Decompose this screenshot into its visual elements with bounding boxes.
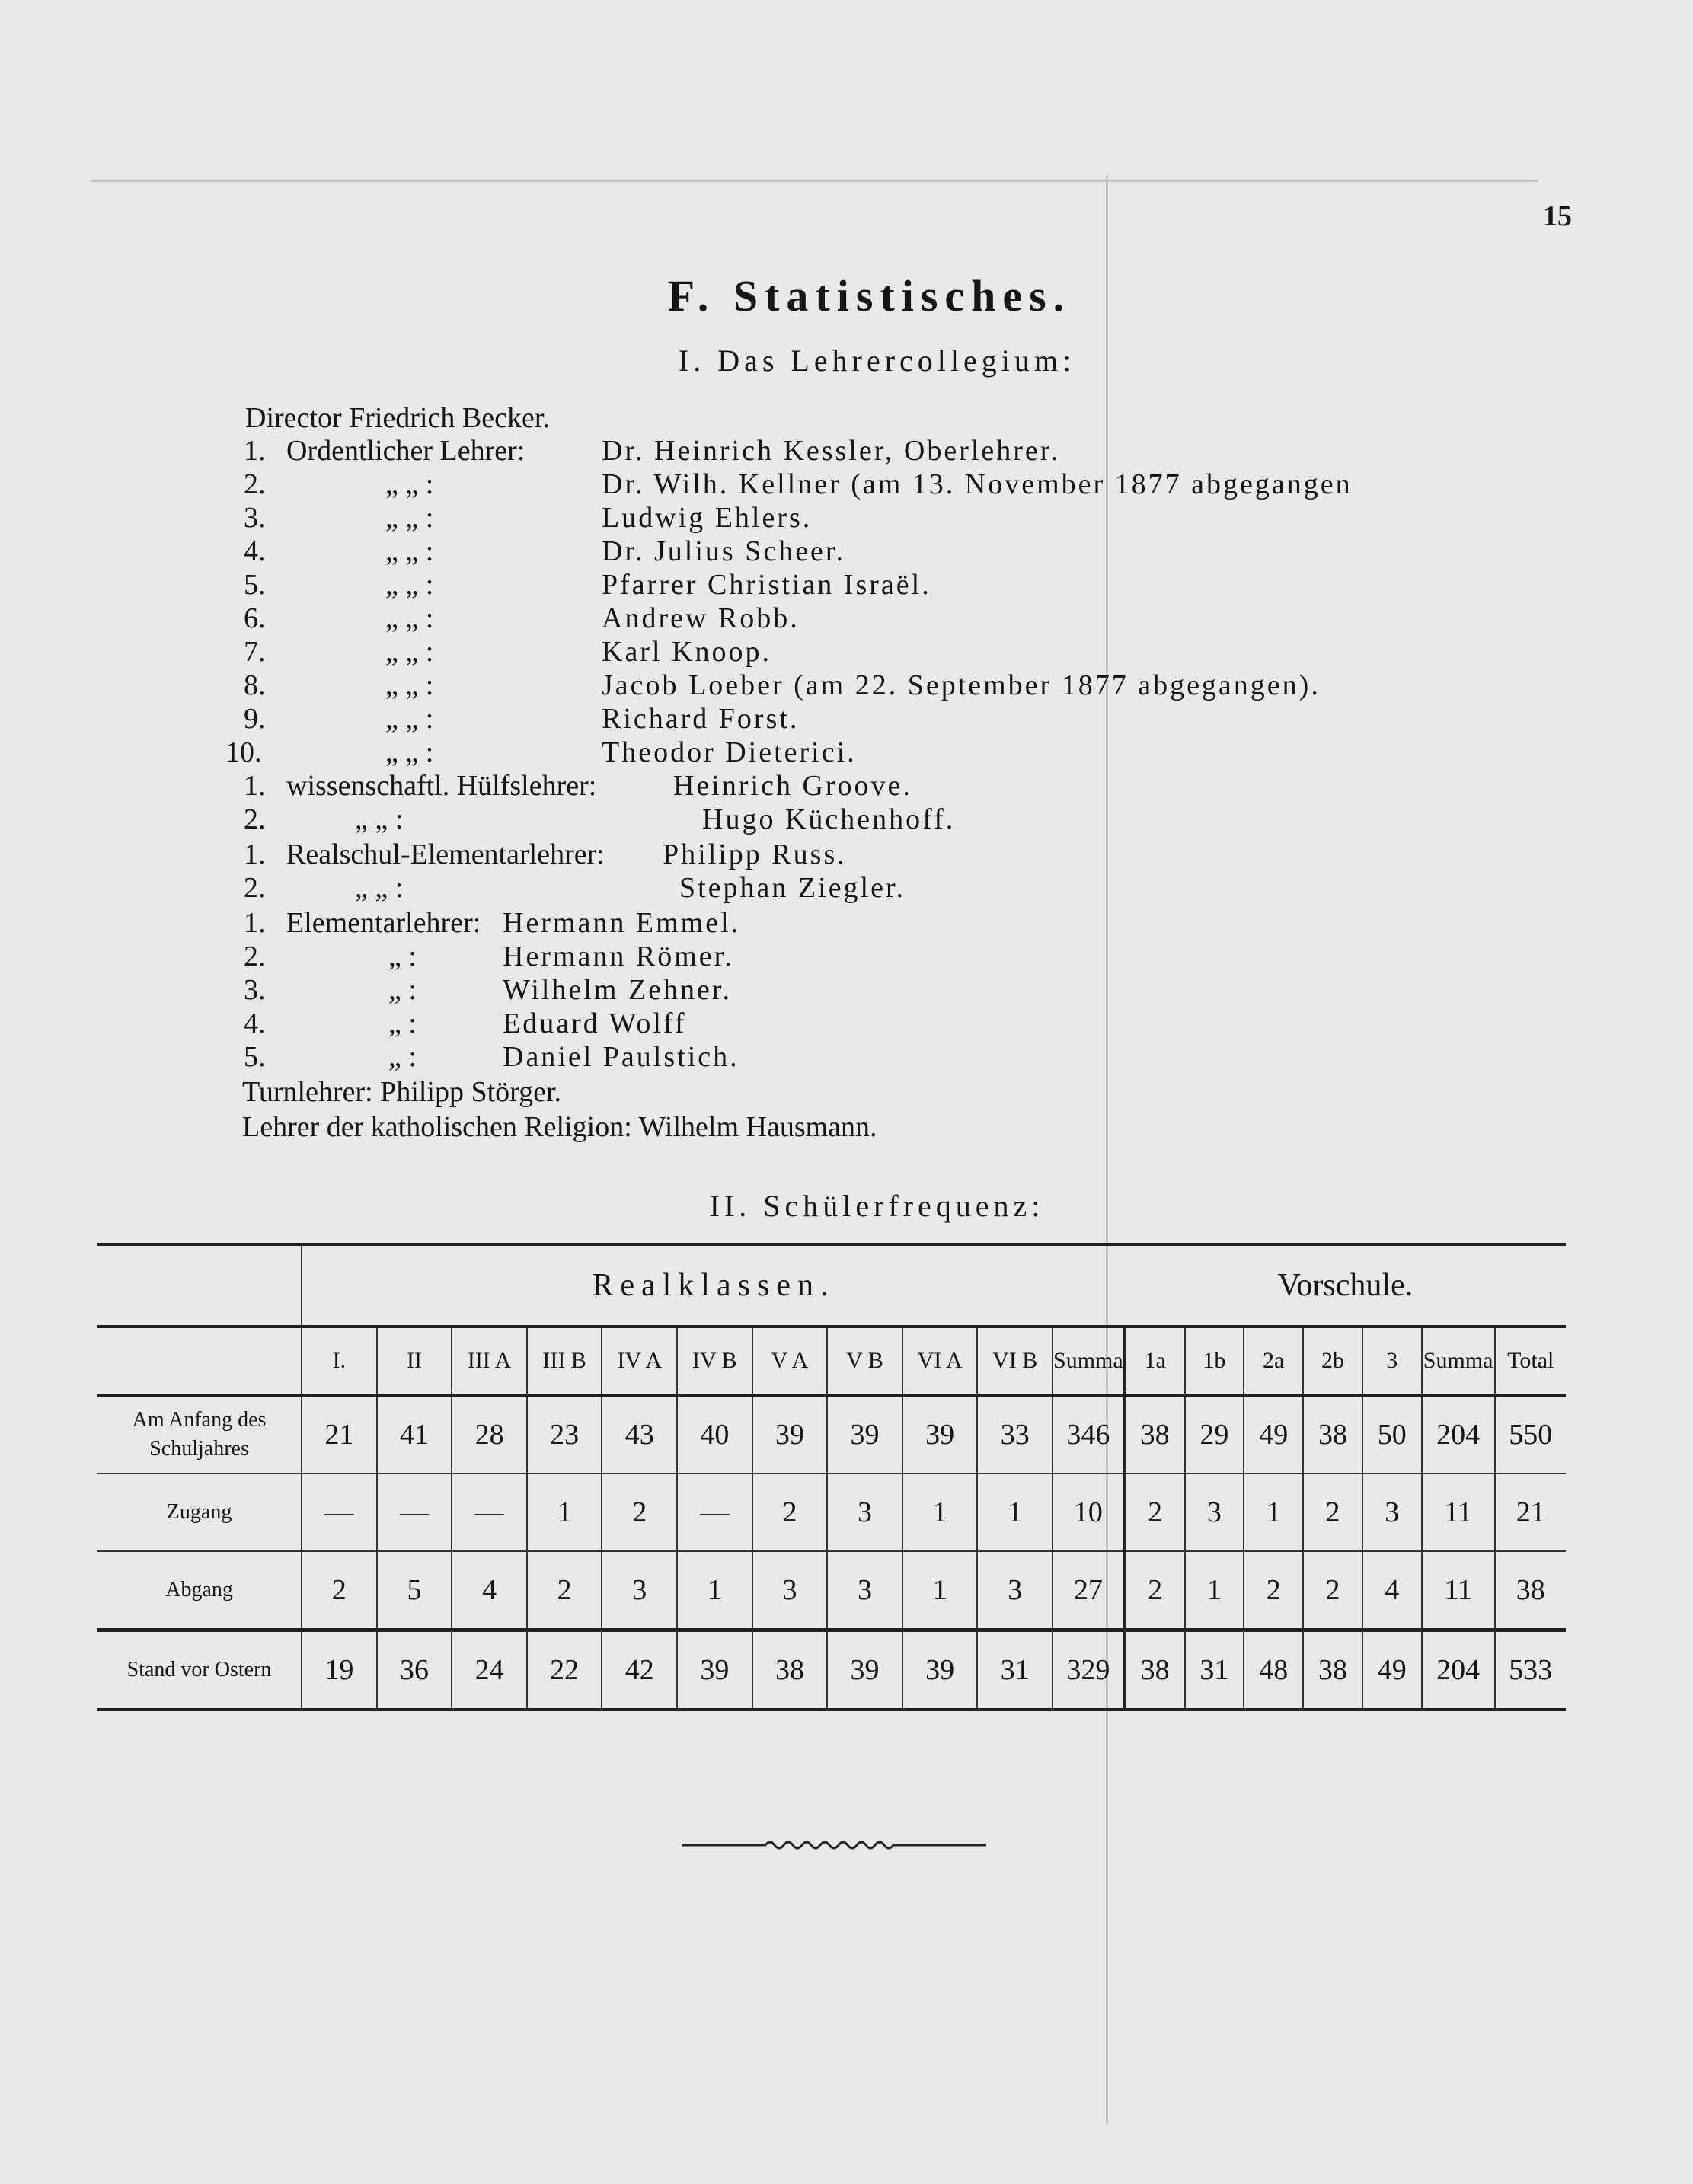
staff-role: „ :	[388, 974, 417, 1006]
table-cell: 38	[1125, 1395, 1185, 1474]
staff-name: Dr. Julius Scheer.	[602, 535, 845, 567]
table-cell: 5	[377, 1551, 452, 1630]
table-row	[97, 1395, 1566, 1474]
table-cell: 3	[752, 1551, 828, 1630]
table-cell: 33	[977, 1395, 1053, 1474]
table-cell: 204	[1422, 1630, 1495, 1710]
table-cell: 3	[827, 1551, 902, 1630]
staff-number: 2.	[244, 468, 266, 500]
column-header: Summa	[1422, 1327, 1495, 1395]
table-cell: 38	[1303, 1630, 1362, 1710]
part2-title: II. Schülerfrequenz:	[709, 1189, 1045, 1223]
staff-role: „ :	[388, 1041, 417, 1073]
table-cell: 21	[302, 1395, 377, 1474]
table-cell: 2	[752, 1474, 828, 1551]
staff-number: 9.	[244, 703, 266, 735]
table-cell: —	[302, 1474, 377, 1551]
table-cell: 2	[1244, 1551, 1303, 1630]
column-header: 3	[1362, 1327, 1422, 1395]
staff-name: Philipp Russ.	[663, 838, 847, 870]
table-row	[97, 1630, 1566, 1710]
table-cell: 2	[602, 1474, 677, 1551]
column-header: IV B	[677, 1327, 752, 1395]
table-cell: 1	[677, 1551, 752, 1630]
table-cell: 48	[1244, 1630, 1303, 1710]
row-label: Am Anfang des Schuljahres	[97, 1395, 302, 1474]
column-header: V A	[752, 1327, 828, 1395]
table-cell: 1	[902, 1551, 978, 1630]
corner-cell	[97, 1246, 302, 1327]
staff-name: Daniel Paulstich.	[503, 1041, 739, 1073]
staff-number: 5.	[244, 1041, 266, 1073]
staff-role: „ „ :	[385, 535, 434, 567]
turnlehrer-line: Turnlehrer: Philipp Störger.	[242, 1076, 562, 1108]
table-cell: 29	[1185, 1395, 1244, 1474]
staff-role: „ :	[388, 1007, 417, 1039]
column-header: II	[377, 1327, 452, 1395]
table-group-header	[97, 1246, 1566, 1327]
staff-name: Eduard Wolff	[503, 1007, 687, 1039]
table-cell: 10	[1053, 1474, 1125, 1551]
staff-number: 1.	[244, 838, 266, 870]
staff-number: 8.	[244, 669, 266, 701]
group-realklassen-label: Realklassen.	[592, 1268, 835, 1303]
staff-number: 1.	[244, 435, 266, 467]
staff-role: „ „ :	[385, 703, 434, 735]
staff-role: „ „ :	[385, 468, 434, 500]
staff-role: „ „ :	[385, 502, 434, 534]
table-cell: 50	[1362, 1395, 1422, 1474]
staff-role: wissenschaftl. Hülfslehrer:	[286, 770, 597, 802]
column-header: Summa	[1053, 1327, 1125, 1395]
table-cell: 346	[1053, 1395, 1125, 1474]
column-header: 1a	[1125, 1327, 1185, 1395]
table-cell: 38	[1495, 1551, 1566, 1630]
table-cell: 2	[1125, 1551, 1185, 1630]
staff-number: 2.	[244, 940, 266, 972]
staff-role: Realschul-Elementarlehrer:	[286, 838, 605, 870]
staff-name: Stephan Ziegler.	[679, 872, 906, 904]
table-row	[97, 1474, 1566, 1551]
table-row	[97, 1551, 1566, 1630]
staff-number: 3.	[244, 974, 266, 1006]
table-cell: 329	[1053, 1630, 1125, 1710]
staff-name: Wilhelm Zehner.	[503, 974, 732, 1006]
table-cell: 204	[1422, 1395, 1495, 1474]
staff-name: Jacob Loeber (am 22. September 1877 abgegangen).	[602, 669, 1321, 701]
table-cell: —	[677, 1474, 752, 1551]
column-header: I.	[302, 1327, 377, 1395]
table-cell: 3	[1362, 1474, 1422, 1551]
table-cell: 49	[1244, 1395, 1303, 1474]
frequency-table	[97, 1246, 1566, 1711]
table-cell: 1	[1185, 1551, 1244, 1630]
table-cell: 1	[1244, 1474, 1303, 1551]
table-cell: 39	[902, 1630, 978, 1710]
column-header: III B	[527, 1327, 602, 1395]
table-cell: 533	[1495, 1630, 1566, 1710]
table-cell: 1	[527, 1474, 602, 1551]
table-cell: 3	[827, 1474, 902, 1551]
corner-cell	[97, 1327, 302, 1395]
table-cell: 43	[602, 1395, 677, 1474]
table-cell: 3	[1185, 1474, 1244, 1551]
staff-role: Elementarlehrer:	[286, 907, 481, 939]
table-cell: 23	[527, 1395, 602, 1474]
page-number: 15	[1543, 200, 1572, 232]
table-cell: 2	[302, 1551, 377, 1630]
director-line: Director Friedrich Becker.	[245, 402, 550, 434]
table-cell: 11	[1422, 1551, 1495, 1630]
table-cell: 24	[452, 1630, 527, 1710]
religion-line: Lehrer der katholischen Religion: Wilhelm Hausmann.	[242, 1111, 877, 1143]
table-cell: —	[452, 1474, 527, 1551]
staff-number: 10.	[225, 736, 262, 768]
table-cell: 38	[752, 1630, 828, 1710]
column-header: VI A	[902, 1327, 978, 1395]
column-header: VI B	[977, 1327, 1053, 1395]
table-cell: 39	[752, 1395, 828, 1474]
column-header: V B	[827, 1327, 902, 1395]
staff-name: Dr. Heinrich Kessler, Oberlehrer.	[602, 435, 1060, 467]
table-cell: 38	[1303, 1395, 1362, 1474]
staff-name: Heinrich Groove.	[673, 770, 912, 802]
staff-role: „ „ :	[385, 736, 434, 768]
staff-number: 1.	[244, 770, 266, 802]
staff-role: „ „ :	[355, 803, 404, 835]
column-header: 2a	[1244, 1327, 1303, 1395]
staff-number: 2.	[244, 872, 266, 904]
ornament-divider	[682, 1834, 986, 1857]
column-header: III A	[452, 1327, 527, 1395]
table-cell: 22	[527, 1630, 602, 1710]
table-cell: 31	[1185, 1630, 1244, 1710]
part1-title: I. Das Lehrercollegium:	[678, 343, 1076, 378]
table-cell: 3	[602, 1551, 677, 1630]
table-cell: —	[377, 1474, 452, 1551]
table-cell: 27	[1053, 1551, 1125, 1630]
group-realklassen	[302, 1246, 1125, 1327]
staff-role: „ „ :	[385, 669, 434, 701]
staff-number: 7.	[244, 636, 266, 668]
group-vorschule-label: Vorschule.	[1277, 1268, 1413, 1303]
staff-number: 6.	[244, 602, 266, 634]
staff-name: Pfarrer Christian Israël.	[602, 569, 931, 601]
table-cell: 2	[527, 1551, 602, 1630]
group-vorschule	[1125, 1246, 1566, 1327]
table-cell: 3	[977, 1551, 1053, 1630]
column-header: 2b	[1303, 1327, 1362, 1395]
staff-name: Dr. Wilh. Kellner (am 13. November 1877 abgegangen	[602, 468, 1353, 500]
table-cell: 4	[452, 1551, 527, 1630]
staff-role: Ordentlicher Lehrer:	[286, 435, 525, 467]
staff-role: „ :	[388, 940, 417, 972]
table-cell: 41	[377, 1395, 452, 1474]
staff-name: Hermann Römer.	[503, 940, 734, 972]
column-header: 1b	[1185, 1327, 1244, 1395]
staff-name: Hugo Küchenhoff.	[702, 803, 956, 835]
staff-number: 1.	[244, 907, 266, 939]
table-cell: 21	[1495, 1474, 1566, 1551]
table-cell: 19	[302, 1630, 377, 1710]
staff-number: 2.	[244, 803, 266, 835]
table-cell: 40	[677, 1395, 752, 1474]
table-cell: 28	[452, 1395, 527, 1474]
table-cell: 11	[1422, 1474, 1495, 1551]
table-cell: 4	[1362, 1551, 1422, 1630]
table-column-header	[97, 1327, 1566, 1395]
table-cell: 39	[677, 1630, 752, 1710]
table-cell: 1	[902, 1474, 978, 1551]
staff-number: 4.	[244, 1007, 266, 1039]
staff-number: 3.	[244, 502, 266, 534]
column-header: Total	[1495, 1327, 1566, 1395]
staff-number: 4.	[244, 535, 266, 567]
staff-name: Ludwig Ehlers.	[602, 502, 813, 534]
table-cell: 38	[1125, 1630, 1185, 1710]
staff-name: Hermann Emmel.	[503, 907, 741, 939]
table-cell: 39	[827, 1630, 902, 1710]
table-cell: 31	[977, 1630, 1053, 1710]
staff-name: Karl Knoop.	[602, 636, 771, 668]
table-cell: 36	[377, 1630, 452, 1710]
row-label: Zugang	[97, 1474, 302, 1551]
table-cell: 2	[1303, 1551, 1362, 1630]
column-header: IV A	[602, 1327, 677, 1395]
table-cell: 550	[1495, 1395, 1566, 1474]
row-label: Stand vor Ostern	[97, 1630, 302, 1710]
table-cell: 1	[977, 1474, 1053, 1551]
section-title: F. Statistisches.	[667, 271, 1072, 321]
staff-role: „ „ :	[385, 602, 434, 634]
row-label: Abgang	[97, 1551, 302, 1630]
table-cell: 39	[827, 1395, 902, 1474]
staff-role: „ „ :	[385, 569, 434, 601]
staff-name: Richard Forst.	[602, 703, 800, 735]
staff-name: Andrew Robb.	[602, 602, 800, 634]
table-cell: 2	[1303, 1474, 1362, 1551]
bleed-through-rule	[91, 180, 1538, 182]
table-cell: 39	[902, 1395, 978, 1474]
table-cell: 49	[1362, 1630, 1422, 1710]
staff-number: 5.	[244, 569, 266, 601]
staff-role: „ „ :	[355, 872, 404, 904]
table-cell: 2	[1125, 1474, 1185, 1551]
staff-name: Theodor Dieterici.	[602, 736, 857, 768]
table-cell: 42	[602, 1630, 677, 1710]
staff-role: „ „ :	[385, 636, 434, 668]
